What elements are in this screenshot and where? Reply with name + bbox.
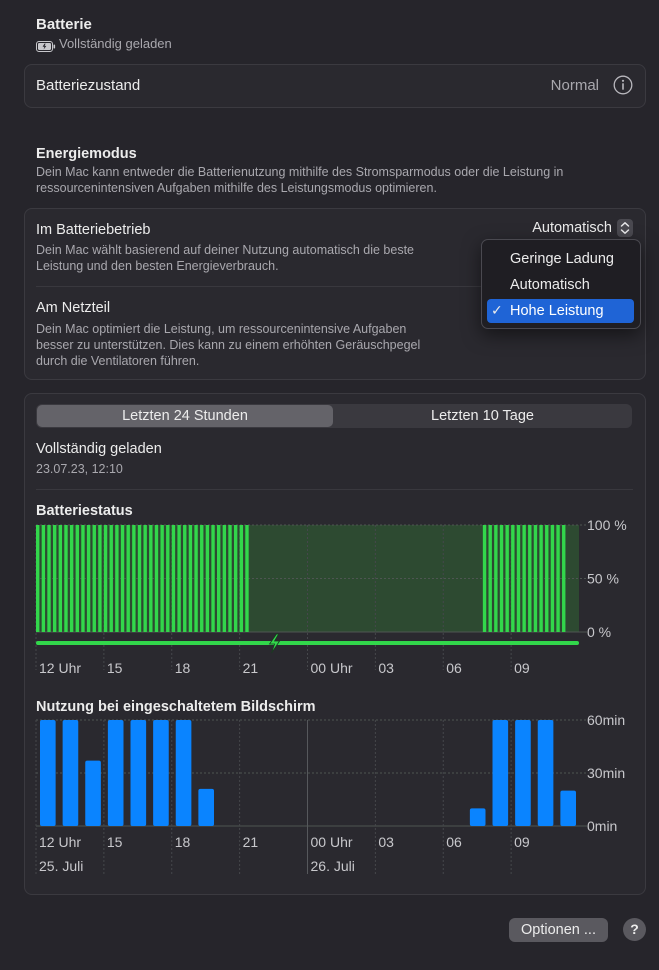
usage-chart-bar bbox=[63, 720, 79, 826]
usage-chart-bar bbox=[560, 791, 576, 826]
tab-last-24-hours[interactable]: Letzten 24 Stunden bbox=[37, 405, 333, 427]
battery-chart-bar bbox=[500, 525, 503, 632]
tab-last-10-days[interactable]: Letzten 10 Tage bbox=[431, 408, 534, 424]
battery-health-row[interactable] bbox=[24, 64, 646, 108]
battery-chart-bar bbox=[483, 525, 486, 632]
battery-chart-bar bbox=[138, 525, 141, 632]
battery-chart-bar bbox=[556, 525, 559, 632]
checkmark-icon: ✓ bbox=[491, 302, 503, 318]
usage-chart-bar bbox=[198, 789, 214, 826]
battery-chart-x-tick-label: 18 bbox=[174, 660, 191, 676]
battery-chart-bar bbox=[245, 525, 248, 632]
battery-chart-bar bbox=[70, 525, 73, 632]
last-charged-time: 23.07.23, 12:10 bbox=[36, 462, 123, 476]
power-mode-dropdown-menu bbox=[481, 239, 641, 329]
power-adapter-description-2: besser zu unterstützen. Dies kann zu einem erhöhten Geräuschpegel bbox=[36, 338, 421, 352]
battery-chart-bar bbox=[42, 525, 45, 632]
help-button[interactable]: ? bbox=[623, 918, 646, 941]
info-icon[interactable] bbox=[613, 75, 633, 95]
battery-chart-bar bbox=[206, 525, 209, 632]
battery-chart-bar bbox=[528, 525, 531, 632]
dropdown-option-high-performance[interactable] bbox=[487, 299, 634, 323]
energy-mode-description-1: Dein Mac kann entweder die Batterienutzung mithilfe des Stromsparmodus oder die Leistung in bbox=[36, 165, 564, 179]
battery-status-row bbox=[36, 36, 172, 51]
usage-chart-y-tick-label: 60min bbox=[587, 714, 626, 728]
battery-chart-bar bbox=[93, 525, 96, 632]
battery-chart-bar bbox=[87, 525, 90, 632]
energy-mode-description-2: ressourcenintensiven Aufgaben mithilfe des Leistungsmodus optimieren. bbox=[36, 181, 437, 195]
screen-usage-chart bbox=[24, 714, 644, 879]
battery-chart-bar bbox=[172, 525, 175, 632]
energy-mode-title: Energiemodus bbox=[36, 146, 137, 162]
battery-status-chart bbox=[24, 520, 644, 685]
dropdown-option-low-power[interactable]: Geringe Ladung bbox=[510, 251, 614, 267]
battery-chart-bar bbox=[539, 525, 542, 632]
battery-chart-bar bbox=[64, 525, 67, 632]
battery-chart-bar bbox=[522, 525, 525, 632]
usage-chart-bar bbox=[176, 720, 192, 826]
battery-chart-x-tick-label: 09 bbox=[514, 660, 530, 676]
battery-chart-x-tick-label: 03 bbox=[378, 660, 394, 676]
battery-chart-bar bbox=[127, 525, 130, 632]
power-adapter-description-1: Dein Mac optimiert die Leistung, um ressourcenintensive Aufgaben bbox=[36, 322, 407, 336]
battery-chart-x-tick-label: 06 bbox=[446, 660, 462, 676]
battery-chart-x-tick-label: 15 bbox=[106, 660, 123, 676]
battery-chart-bar bbox=[53, 525, 56, 632]
battery-chart-bar bbox=[59, 525, 62, 632]
usage-chart-bar bbox=[131, 720, 147, 826]
battery-chart-y-tick-label: 100 % bbox=[587, 520, 627, 533]
battery-operation-select[interactable] bbox=[532, 219, 633, 237]
battery-health-label: Batteriezustand bbox=[36, 77, 141, 94]
battery-chart-bar bbox=[240, 525, 243, 632]
usage-chart-x-tick-label: 03 bbox=[378, 834, 394, 850]
usage-chart-x-tick-label: 06 bbox=[446, 834, 462, 850]
usage-chart-x-tick-label: 00 Uhr bbox=[310, 834, 353, 850]
battery-chart-bar bbox=[110, 525, 113, 632]
battery-chart-bar bbox=[121, 525, 124, 632]
battery-chart-bar bbox=[223, 525, 226, 632]
usage-chart-bar bbox=[493, 720, 509, 826]
battery-chart-bar bbox=[517, 525, 520, 632]
battery-chart-bar bbox=[149, 525, 152, 632]
power-adapter-description-3: durch die Ventilatoren führen. bbox=[36, 354, 200, 368]
battery-chart-bar bbox=[143, 525, 146, 632]
battery-chart-bar bbox=[132, 525, 135, 632]
usage-chart-date-label: 26. Juli bbox=[310, 858, 355, 874]
usage-chart-x-tick-label: 15 bbox=[106, 834, 123, 850]
battery-health-value: Normal bbox=[550, 77, 599, 94]
battery-chart-bar bbox=[36, 525, 39, 632]
usage-chart-x-tick-label: 21 bbox=[242, 834, 259, 850]
usage-chart-x-tick-label: 18 bbox=[174, 834, 191, 850]
time-range-segmented-control bbox=[36, 404, 632, 428]
usage-chart-bar bbox=[85, 761, 101, 826]
usage-chart-bar bbox=[108, 720, 124, 826]
battery-chart-bar bbox=[551, 525, 554, 632]
usage-chart-y-tick-label: 0min bbox=[587, 818, 618, 834]
chevron-up-down-icon bbox=[617, 219, 633, 237]
battery-chart-bar bbox=[200, 525, 203, 632]
usage-chart-x-tick-label: 09 bbox=[514, 834, 530, 850]
battery-chart-bar bbox=[545, 525, 548, 632]
usage-chart-bar bbox=[470, 808, 486, 826]
battery-chart-bar bbox=[511, 525, 514, 632]
battery-operation-select-value: Automatisch bbox=[532, 220, 612, 236]
battery-chart-bar bbox=[562, 525, 565, 632]
usage-chart-title: Nutzung bei eingeschaltetem Bildschirm bbox=[36, 699, 316, 715]
power-adapter-label: Am Netzteil bbox=[36, 300, 111, 316]
last-charged-label: Vollständig geladen bbox=[36, 441, 162, 457]
battery-operation-description-1: Dein Mac wählt basierend auf deiner Nutzung automatisch die beste bbox=[36, 243, 414, 257]
usage-chart-bar bbox=[538, 720, 554, 826]
dropdown-option-automatic[interactable]: Automatisch bbox=[510, 277, 590, 293]
battery-chart-bar bbox=[189, 525, 192, 632]
battery-chart-bar bbox=[76, 525, 79, 632]
usage-chart-x-tick-label: 12 Uhr bbox=[39, 834, 82, 850]
usage-chart-bar bbox=[515, 720, 531, 826]
battery-chart-bar bbox=[160, 525, 163, 632]
battery-chart-title: Batteriestatus bbox=[36, 503, 133, 519]
usage-chart-bar bbox=[153, 720, 169, 826]
usage-chart-bar bbox=[40, 720, 56, 826]
battery-operation-label: Im Batteriebetrieb bbox=[36, 222, 151, 238]
battery-chart-bar bbox=[234, 525, 237, 632]
usage-chart-y-tick-label: 30min bbox=[587, 765, 626, 781]
battery-chart-bar bbox=[115, 525, 118, 632]
battery-chart-bar bbox=[177, 525, 180, 632]
battery-chart-bar bbox=[81, 525, 84, 632]
battery-chart-bar bbox=[155, 525, 158, 632]
battery-icon bbox=[36, 39, 54, 49]
dropdown-option-high-performance-label: Hohe Leistung bbox=[510, 303, 604, 319]
battery-title: Batterie bbox=[36, 16, 92, 33]
battery-chart-bar bbox=[166, 525, 169, 632]
battery-chart-x-tick-label: 00 Uhr bbox=[310, 660, 353, 676]
battery-chart-bar bbox=[98, 525, 101, 632]
charging-bolt-icon bbox=[270, 634, 280, 653]
battery-status-text: Vollständig geladen bbox=[59, 36, 172, 51]
battery-chart-bar bbox=[47, 525, 50, 632]
battery-chart-bar bbox=[194, 525, 197, 632]
battery-chart-x-tick-label: 12 Uhr bbox=[39, 660, 82, 676]
battery-chart-bar bbox=[183, 525, 186, 632]
battery-chart-bar bbox=[489, 525, 492, 632]
battery-chart-bar bbox=[494, 525, 497, 632]
battery-chart-y-tick-label: 0 % bbox=[587, 624, 612, 640]
battery-chart-y-tick-label: 50 % bbox=[587, 570, 619, 587]
options-button[interactable]: Optionen ... bbox=[509, 918, 608, 942]
battery-chart-bar bbox=[217, 525, 220, 632]
charging-indicator-line bbox=[36, 641, 579, 645]
battery-chart-bar bbox=[534, 525, 537, 632]
battery-chart-bar bbox=[211, 525, 214, 632]
battery-chart-bar bbox=[104, 525, 107, 632]
battery-chart-x-tick-label: 21 bbox=[242, 660, 259, 676]
usage-chart-date-label: 25. Juli bbox=[39, 858, 84, 874]
battery-chart-bar bbox=[505, 525, 508, 632]
divider bbox=[36, 489, 633, 490]
battery-chart-bar bbox=[228, 525, 231, 632]
battery-operation-description-2: Leistung und den besten Energieverbrauch. bbox=[36, 259, 279, 273]
